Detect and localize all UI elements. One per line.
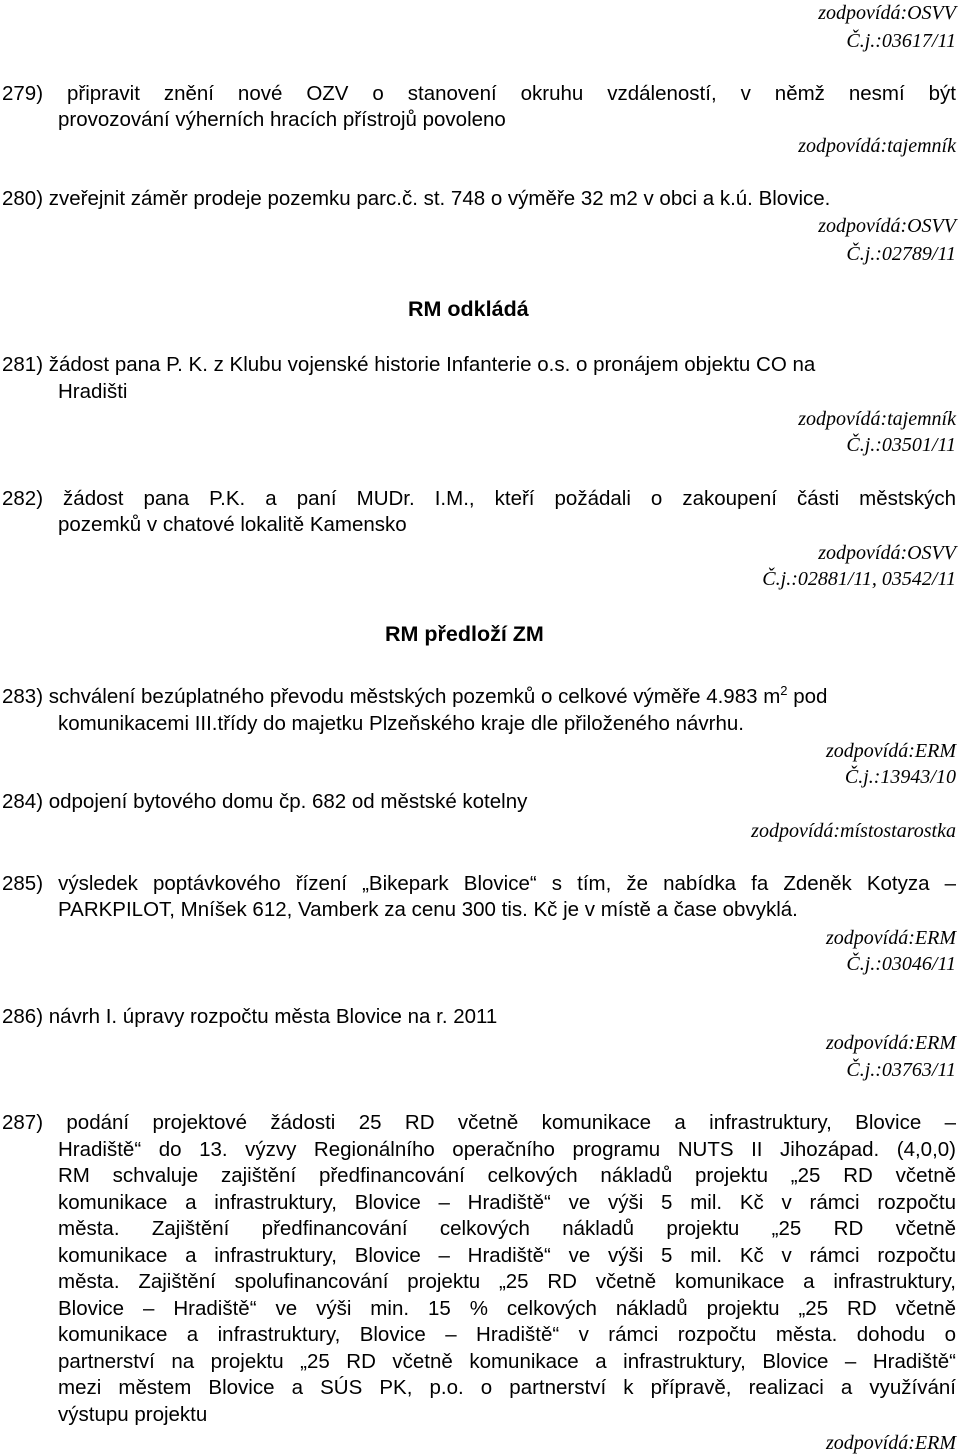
item-284-responsible: zodpovídá:místostarostka	[751, 820, 956, 842]
item-281-line1: 281) žádost pana P. K. z Klubu vojenské historie Infanterie o.s. o pronájem objektu CO na	[2, 353, 816, 376]
item-283-superscript: 2	[780, 683, 788, 698]
item-287-line: výstupu projektu	[58, 1403, 208, 1426]
item-284-line1: 284) odpojení bytového domu čp. 682 od městské kotelny	[2, 790, 528, 813]
item-287-line: komunikace a infrastruktury, Blovice – Hradiště“ v rámci rozpočtu města. dohodu o	[58, 1323, 956, 1346]
item-279-line2: provozování výherních hracích přístrojů povoleno	[58, 108, 506, 131]
item-285-line1: 285) výsledek poptávkového řízení „Bikepark Blovice“ s tím, že nabídka fa Zdeněk Kotyza –	[2, 872, 956, 895]
reference-number: Č.j.:03617/11	[846, 30, 956, 52]
item-283-line2: komunikacemi III.třídy do majetku Plzeňského kraje dle přiloženého návrhu.	[58, 712, 744, 735]
item-287-responsible: zodpovídá:ERM	[826, 1432, 956, 1454]
item-286-responsible: zodpovídá:ERM	[826, 1032, 956, 1054]
item-283-line1-text: 283) schválení bezúplatného převodu městských pozemků o celkové výměře 4.983 m	[2, 685, 781, 708]
item-280-responsible: zodpovídá:OSVV	[818, 215, 956, 237]
item-287-line: komunikace a infrastruktury, Blovice – Hradiště“ ve výši 5 mil. Kč v rámci rozpočtu	[58, 1244, 956, 1267]
item-282-reference: Č.j.:02881/11, 03542/11	[762, 568, 956, 590]
item-287-line: partnerství na projektu „25 RD včetně komunikace a infrastruktury, Blovice – Hradiště“	[58, 1350, 956, 1373]
item-279-responsible: zodpovídá:tajemník	[798, 135, 956, 157]
responsible-label: zodpovídá:OSVV	[818, 2, 956, 24]
item-287-line: města. Zajištění spolufinancování projektu „25 RD včetně komunikace a infrastruktury,	[58, 1270, 956, 1293]
item-282-line1: 282) žádost pana P.K. a paní MUDr. I.M., kteří požádali o zakoupení části městských	[2, 487, 956, 510]
item-287-line: mezi městem Blovice a SÚS PK, p.o. o partnerství k přípravě, realizaci a využívání	[58, 1376, 956, 1399]
item-287-line: Blovice – Hradiště“ ve výši min. 15 % celkových nákladů projektu „25 RD včetně	[58, 1297, 956, 1320]
section-heading-submits: RM předloží ZM	[385, 622, 544, 646]
item-286-line1: 286) návrh I. úpravy rozpočtu města Blovice na r. 2011	[2, 1005, 498, 1028]
item-286-reference: Č.j.:03763/11	[846, 1059, 956, 1081]
item-279-line1: 279) připravit znění nové OZV o stanovení okruhu vzdáleností, v němž nesmí být	[2, 82, 956, 105]
section-heading-postpones: RM odkládá	[408, 297, 529, 321]
item-282-responsible: zodpovídá:OSVV	[818, 542, 956, 564]
item-280-reference: Č.j.:02789/11	[846, 243, 956, 265]
item-283-responsible: zodpovídá:ERM	[826, 740, 956, 762]
item-287-line: komunikace a infrastruktury, Blovice – Hradiště“ ve výši 5 mil. Kč v rámci rozpočtu	[58, 1191, 956, 1214]
item-280-line1: 280) zveřejnit záměr prodeje pozemku parc.č. st. 748 o výměře 32 m2 v obci a k.ú. Blovice.	[2, 187, 831, 210]
item-287-line1: 287) podání projektové žádosti 25 RD včetně komunikace a infrastruktury, Blovice –	[2, 1111, 956, 1134]
item-283-line1-tail: pod	[787, 685, 828, 708]
item-281-reference: Č.j.:03501/11	[846, 434, 956, 456]
item-283-line1	[2, 684, 956, 710]
item-287-line: RM schvaluje zajištění předfinancování celkových nákladů projektu „25 RD včetně	[58, 1164, 956, 1187]
item-285-line2: PARKPILOT, Mníšek 612, Vamberk za cenu 300 tis. Kč je v místě a čase obvyklá.	[58, 898, 798, 921]
item-281-responsible: zodpovídá:tajemník	[798, 408, 956, 430]
item-282-line2: pozemků v chatové lokalitě Kamensko	[58, 513, 407, 536]
item-287-line: města. Zajištění předfinancování celkových nákladů projektu „25 RD včetně	[58, 1217, 956, 1240]
item-281-line2: Hradišti	[58, 380, 128, 403]
item-283-reference: Č.j.:13943/10	[844, 766, 956, 788]
item-285-responsible: zodpovídá:ERM	[826, 927, 956, 949]
item-285-reference: Č.j.:03046/11	[846, 953, 956, 975]
item-287-line: Hradiště“ do 13. výzvy Regionálního operačního programu NUTS II Jihozápad. (4,0,0)	[58, 1138, 956, 1161]
